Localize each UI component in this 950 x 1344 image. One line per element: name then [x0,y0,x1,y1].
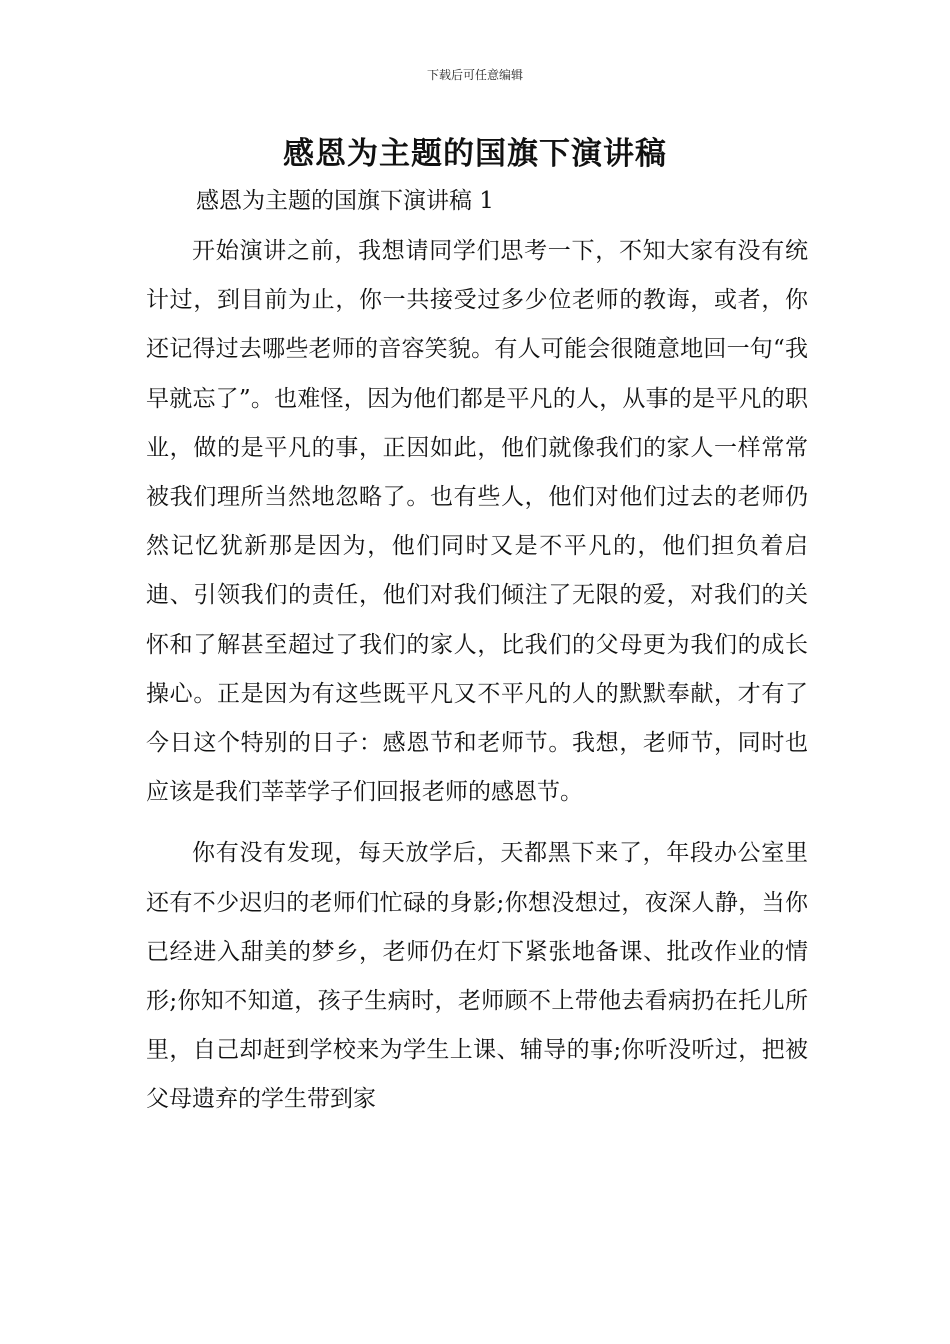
paragraph-1: 开始演讲之前，我想请同学们思考一下，不知大家有没有统计过，到目前为止，你一共接受过多少位老师的教诲，或者，你还记得过去哪些老师的音容笑貌。有人可能会很随意地回一句“我早就忘了”。也难怪，因为他们都是平凡的人，从事的是平凡的职业，做的是平凡的事，正因如此，他们就像我们的家人一样常常被我们理所当然地忽略了。也有些人，他们对他们过去的老师仍然记忆犹新那是因为，他们同时又是不平凡的，他们担负着启迪、引领我们的责任，他们对我们倾注了无限的爱，对我们的关怀和了解甚至超过了我们的家人，比我们的父母更为我们的成长操心。正是因为有这些既平凡又不平凡的人的默默奉献，才有了今日这个特别的日子：感恩节和老师节。我想，老师节，同时也应该是我们莘莘学子们回报老师的感恩节。 [146,238,808,806]
header-note: 下载后可任意编辑 [426,68,523,82]
document-body [146,177,808,1125]
section-subtitle: 感恩为主题的国旗下演讲稿 1 [196,188,494,214]
paragraph-2: 你有没有发现，每天放学后，天都黑下来了，年段办公室里还有不少迟归的老师们忙碌的身影;你想没想过，夜深人静，当你已经进入甜美的梦乡，老师仍在灯下紧张地备课、批改作业的情形;你知不知道，孩子生病时，老师顾不上带他去看病扔在托儿所里，自己却赶到学校来为学生上课、辅导的事;你听没听过，把被父母遗弃的学生带到家 [146,840,808,1113]
document-title: 感恩为主题的国旗下演讲稿 [283,136,667,172]
